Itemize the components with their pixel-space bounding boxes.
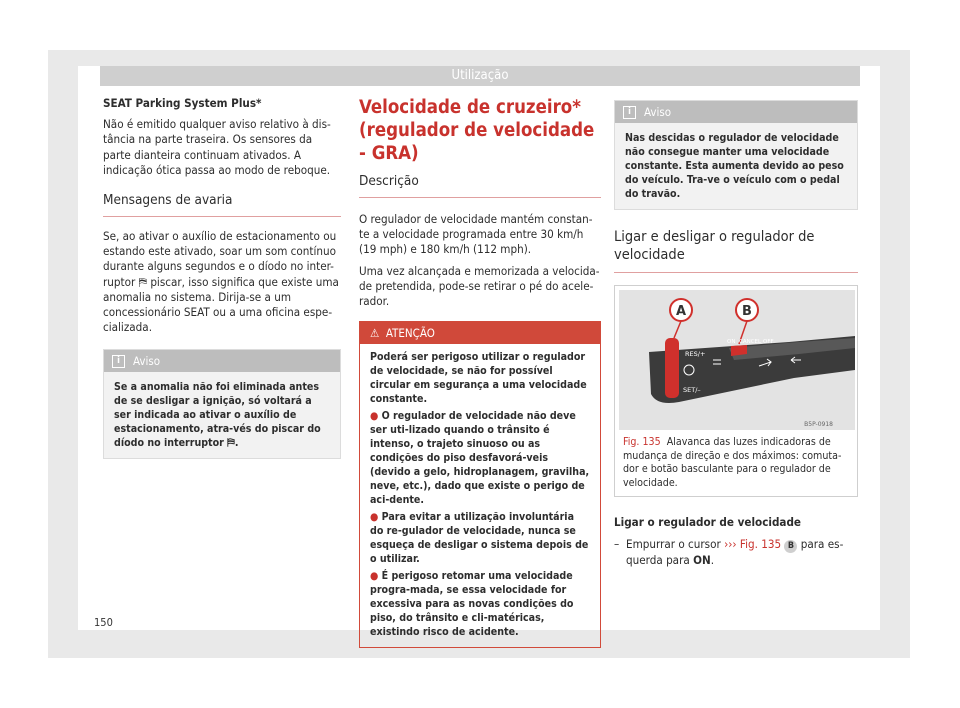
bullet-icon: ●: [370, 511, 382, 524]
info-icon: i: [623, 106, 636, 119]
warning-title: ATENÇÃO: [385, 326, 435, 341]
subsection-heading: Descrição: [359, 173, 601, 198]
warning-item: [370, 510, 590, 566]
column-3: [614, 96, 858, 568]
step-text: [626, 537, 858, 568]
note-box: [614, 100, 858, 210]
note-text: Nas descidas o regulador de velocidade não consegue manter uma velocidade constante. Esta aumenta devido ao peso do veículo. Tra-ve o veículo com o pedal do travão.: [625, 132, 844, 200]
warning-item: [370, 409, 590, 507]
warning-triangle-icon: ⚠: [370, 326, 386, 341]
paragraph: O regulador de velocidade mantém constan-te a velocidade programada entre 30 km/h (19 mph) e 180 km/h (112 mph).: [359, 212, 593, 257]
note-text: Se a anomalia não foi eliminada antes de se desligar a ignição, só voltará a ser indicada ao ativar o auxílio de estacionamento, atra-vés do piscar do díodo no interruptor ⛿.: [114, 381, 321, 450]
paragraph: Uma vez alcançada e memorizada a velocida-de pretendida, pode-se retirar o pé do acele-rador.: [359, 263, 600, 309]
warning-item: [370, 569, 590, 639]
lever-illustration: [619, 290, 855, 430]
lever-drawing: [619, 290, 855, 430]
set-label: SET/–: [683, 386, 701, 394]
subsection-heading: Mensagens de avaria: [103, 192, 341, 217]
caption-text: Alavanca das luzes indicadoras de mudança de direção e dos máximos: comuta-dor e botão basculante para o regulador de velocidade.: [623, 436, 842, 489]
info-icon: i: [112, 355, 125, 368]
step-item: [614, 537, 858, 568]
warning-box: [359, 321, 601, 648]
figure-code: B5P-0918: [804, 421, 833, 428]
warning-item-text: O regulador de velocidade não deve ser uti-lizado quando o trânsito é intenso, o trajeto sinuoso ou as condições do piso desfavorá-veis (devido a gelo, hidroplanagem, gravilha, neve, etc.), dado que existe o perigo de aci-dente.: [370, 410, 590, 507]
warning-body: [360, 344, 600, 647]
callout-b-badge: B: [784, 540, 797, 553]
res-label: RES/+: [685, 350, 706, 358]
paragraph: Se, ao ativar o auxílio de estacionamento ou estando este ativado, soar um som contínuo durante alguns segundos e o díodo no inter-ruptor ⛿ piscar, isso significa que existe uma anomalia no sistema. Dirija-se a um concessionário SEAT ou a uma oficina espe-cializada.: [103, 229, 339, 335]
warning-item-text: Para evitar a utilização involuntária do re-gulador de velocidade, nunca se esqueça de desligar o sistema depois de o utilizar.: [370, 511, 589, 566]
bullet-icon: ●: [370, 410, 382, 423]
on-label: ON: [727, 339, 736, 345]
bullet-icon: ●: [370, 570, 382, 583]
step-text-end: .: [710, 552, 714, 567]
warning-intro: Poderá ser perigoso utilizar o regulador de velocidade, se não for possível circular em segurança a uma velocidade constante.: [370, 351, 587, 406]
note-header: [104, 350, 340, 372]
paragraph: Não é emitido qualquer aviso relativo à dis-tância na parte traseira. Os sensores da parte dianteira continuam ativados. A indicação ótica passa ao modo de reboque.: [103, 117, 331, 177]
cancel-label: CANCEL: [739, 339, 762, 345]
warning-header: [360, 322, 600, 344]
step-title: Ligar o regulador de velocidade: [614, 515, 802, 530]
off-label: OFF: [763, 339, 774, 345]
step-text-mid: para es-querda para: [626, 536, 844, 567]
note-title: Aviso: [644, 105, 672, 119]
chapter-header: Utilização: [100, 66, 860, 86]
figure-caption: [619, 436, 853, 490]
warning-item-text: É perigoso retomar uma velocidade progra-mada, se essa velocidade for excessiva para as novas condições do piso, do trânsito e cli-matéricas, existindo risco de acidente.: [370, 570, 574, 639]
page-number: 150: [94, 616, 113, 629]
figure-number: Fig. 135: [623, 436, 661, 448]
callout-b: B: [742, 304, 752, 319]
step-text-start: Empurrar o cursor: [626, 536, 721, 551]
section-heading: SEAT Parking System Plus*: [103, 96, 262, 110]
note-header: [615, 101, 857, 123]
on-keyword: ON: [693, 552, 711, 567]
chapter-title: Velocidade de cruzeiro* (regulador de velocidade - GRA): [359, 97, 595, 164]
note-title: Aviso: [133, 354, 161, 369]
section-heading: Ligar e desligar o regulador de velocidade: [614, 228, 858, 273]
column-1: [103, 96, 341, 459]
column-2: [359, 96, 601, 648]
figure: [614, 285, 858, 497]
callout-a: A: [675, 304, 687, 319]
figure-link[interactable]: ››› Fig. 135: [724, 536, 782, 551]
note-box: [103, 349, 341, 459]
step-dash: –: [614, 536, 620, 551]
